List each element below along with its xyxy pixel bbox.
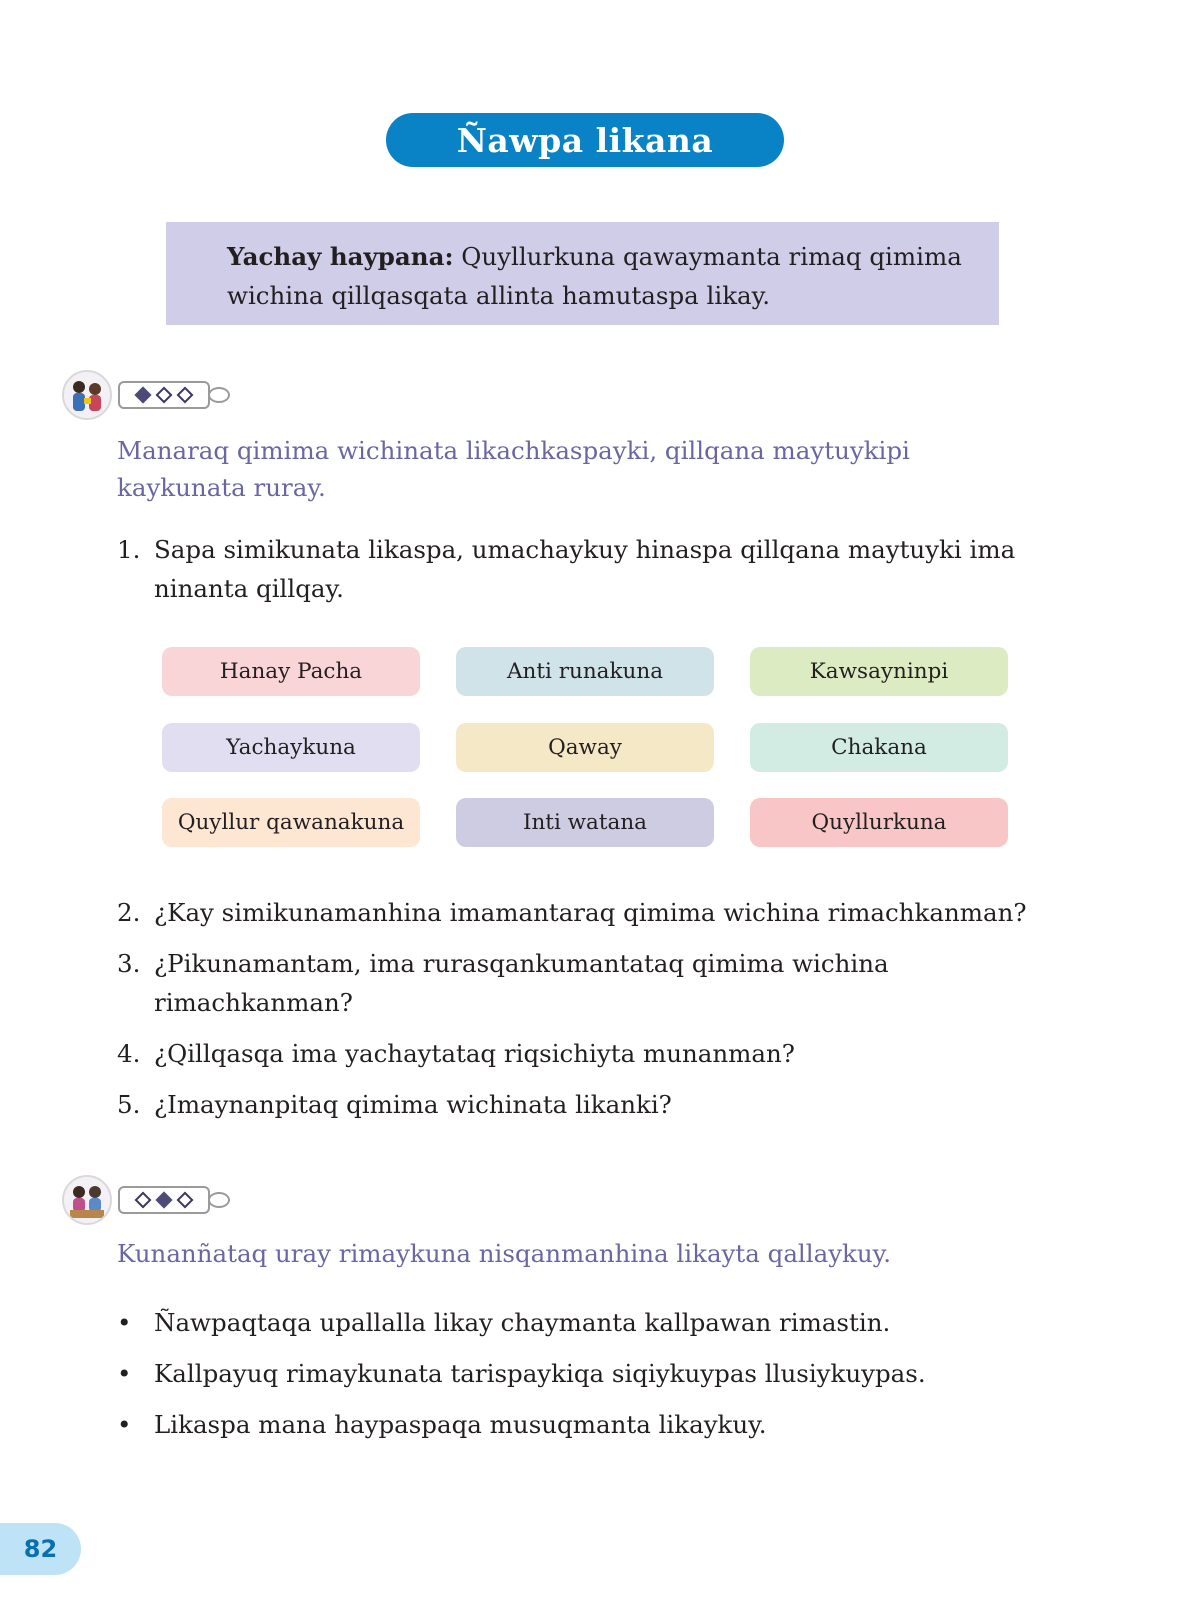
question-text: ¿Qillqasqa ima yachaytataq riqsichiyta munanman? bbox=[154, 1039, 795, 1068]
page-title: Ñawpa likana bbox=[386, 113, 784, 167]
question-number: 5. bbox=[117, 1090, 141, 1119]
word-chip: Quyllurkuna bbox=[750, 798, 1008, 847]
question-number: 4. bbox=[117, 1039, 141, 1068]
list-item bbox=[117, 1405, 1047, 1456]
page-number: 82 bbox=[0, 1523, 81, 1575]
list-item bbox=[117, 1303, 1047, 1354]
goal-text: Quyllurkuna qawaymanta rimaq qimima wichina qillqasqata allinta hamutaspa likay. bbox=[227, 242, 962, 310]
list-item-text: Kallpayuq rimaykunata tarispaykiqa siqiykuypas llusiykuypas. bbox=[154, 1359, 926, 1388]
question-text: ¿Kay simikunamanhina imamantaraq qimima wichina rimachkanman? bbox=[154, 898, 1027, 927]
word-chip: Hanay Pacha bbox=[162, 647, 420, 696]
difficulty-diamond-empty-icon bbox=[177, 387, 194, 404]
difficulty-indicator bbox=[118, 381, 210, 409]
list-item-text: Ñawpaqtaqa upallalla likay chaymanta kallpawan rimastin. bbox=[154, 1308, 891, 1337]
question-number: 2. bbox=[117, 898, 141, 927]
tag-loop-icon bbox=[208, 387, 230, 403]
question-item bbox=[117, 1034, 1027, 1073]
question-number: 1. bbox=[117, 535, 141, 564]
difficulty-diamond-filled-icon bbox=[135, 387, 152, 404]
activity-1-instruction: Manaraq qimima wichinata likachkaspayki, qillqana maytuykipi kaykunata ruray. bbox=[117, 436, 910, 502]
two-children-talking-icon bbox=[62, 370, 112, 420]
list-item-text: Likaspa mana haypaspaqa musuqmanta likaykuy. bbox=[154, 1410, 767, 1439]
bullet-mark: • bbox=[117, 1308, 132, 1337]
question-text: ¿Imaynanpitaq qimima wichinata likanki? bbox=[154, 1090, 672, 1119]
question-number: 3. bbox=[117, 949, 141, 978]
difficulty-diamond-empty-icon bbox=[156, 387, 173, 404]
question-list-2 bbox=[117, 893, 1027, 1124]
list-item bbox=[117, 1354, 1047, 1405]
difficulty-diamond-empty-icon bbox=[177, 1192, 194, 1209]
difficulty-indicator bbox=[118, 1186, 210, 1214]
difficulty-diamond-filled-icon bbox=[156, 1192, 173, 1209]
question-list-1 bbox=[117, 530, 1027, 608]
question-text: Sapa simikunata likaspa, umachaykuy hinaspa qillqana maytuyki ima ninanta qillqay. bbox=[154, 535, 1016, 603]
question-text: ¿Pikunamantam, ima rurasqankumantataq qimima wichina rimachkanman? bbox=[154, 949, 889, 1017]
two-children-reading-icon bbox=[62, 1175, 112, 1225]
learning-goal-box bbox=[166, 222, 999, 325]
word-chip: Inti watana bbox=[456, 798, 714, 847]
question-item bbox=[117, 893, 1027, 932]
goal-label: Yachay haypana: bbox=[227, 242, 454, 271]
word-chip: Chakana bbox=[750, 723, 1008, 772]
tag-loop-icon bbox=[208, 1192, 230, 1208]
difficulty-diamond-empty-icon bbox=[135, 1192, 152, 1209]
question-item bbox=[117, 530, 1027, 608]
word-chip: Kawsayninpi bbox=[750, 647, 1008, 696]
word-chip: Qaway bbox=[456, 723, 714, 772]
word-chip: Anti runakuna bbox=[456, 647, 714, 696]
question-item bbox=[117, 944, 1027, 1022]
bullet-mark: • bbox=[117, 1359, 132, 1388]
word-chip: Quyllur qawanakuna bbox=[162, 798, 420, 847]
activity-2-instruction: Kunanñataq uray rimaykuna nisqanmanhina likayta qallaykuy. bbox=[117, 1239, 892, 1268]
reading-steps-list bbox=[117, 1303, 1047, 1456]
word-chip: Yachaykuna bbox=[162, 723, 420, 772]
bullet-mark: • bbox=[117, 1410, 132, 1439]
question-item bbox=[117, 1085, 1027, 1124]
